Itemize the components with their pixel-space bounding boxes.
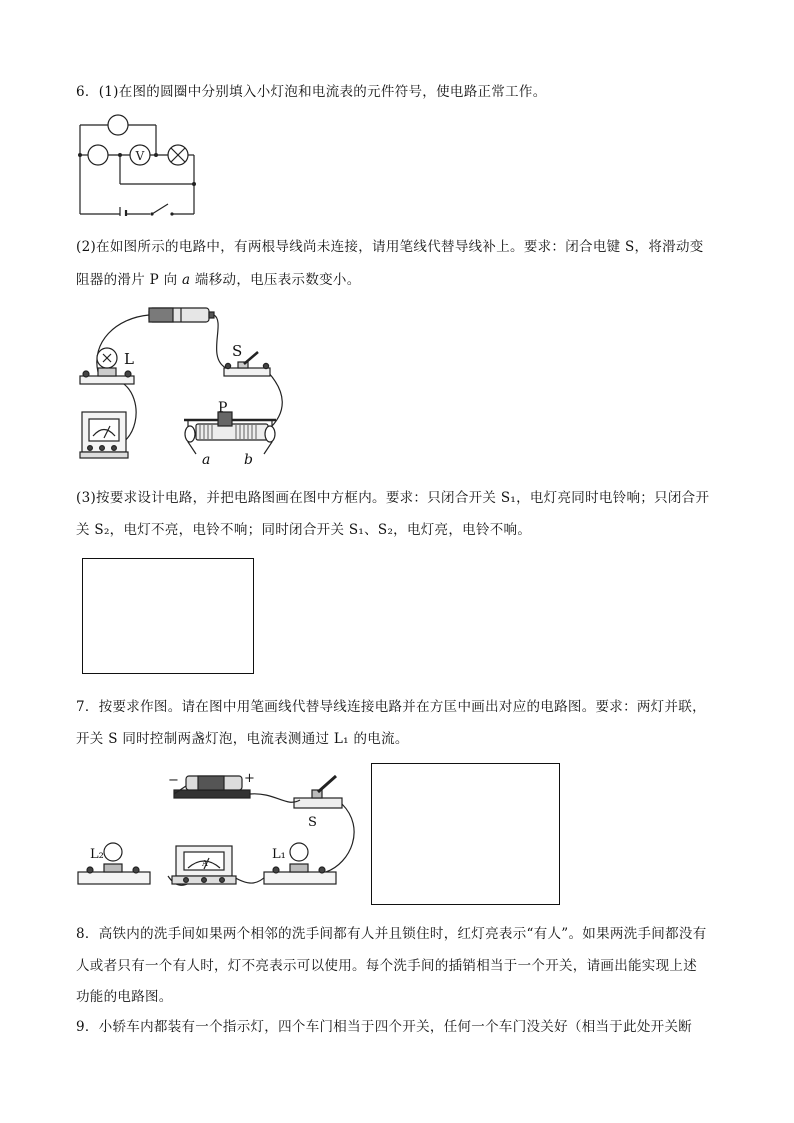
q6-part2-line2 (76, 270, 361, 290)
q7-line2: 开关 S 同时控制两盏灯泡，电流表测通过 L₁ 的电流。 (76, 731, 409, 747)
q6-part2-var-a: a (181, 272, 191, 288)
end-label-b: b (244, 452, 253, 466)
q7-line1: 7．按要求作图。请在图中用笔画线代替导线连接电路并在方匡中画出对应的电路图。要求：两灯并联， (76, 699, 706, 715)
slider-label-P: P (218, 400, 228, 416)
q8-line3: 功能的电路图。 (76, 989, 173, 1005)
figure-physical-circuit-2 (76, 302, 286, 466)
ammeter-label: A (202, 859, 208, 868)
q6-part2-line2-a: 阻器的滑片 P 向 (76, 272, 182, 288)
battery-plus-label: + (244, 771, 255, 786)
q6-part1-text: 6．(1)在图的圆圈中分别填入小灯泡和电流表的元件符号，使电路正常工作。 (76, 84, 547, 100)
lamp-label-L2: L₂ (90, 847, 104, 862)
answer-box-q6-3[interactable] (82, 558, 254, 674)
lamp-label-L: L (124, 350, 134, 368)
q6-part2-line2-b: 端移动，电压表示数变小。 (190, 272, 361, 288)
switch-label-S: S (308, 815, 317, 830)
switch-label-S: S (232, 342, 243, 360)
figure-circuit-1 (76, 112, 206, 216)
lamp-label-L1: L₁ (272, 847, 286, 862)
figure-physical-circuit-7 (76, 768, 356, 896)
q9-line1: 9．小轿车内都装有一个指示灯，四个车门相当于四个开关，任何一个车门没关好（相当于此处开关断 (76, 1019, 693, 1035)
battery-minus-label: − (168, 773, 179, 788)
q8-line1: 8．高铁内的洗手间如果两个相邻的洗手间都有人并且锁住时，红灯亮表示“有人”。如果两洗手间都没有 (76, 926, 707, 942)
end-label-a: a (202, 452, 211, 466)
voltmeter-label: V (135, 149, 145, 163)
q6-part2-line1: (2)在如图所示的电路中，有两根导线尚未连接，请用笔线代替导线补上。要求：闭合电键 S，将滑动变 (76, 239, 704, 255)
q8-line2: 人或者只有一个有人时，灯不亮表示可以使用。每个洗手间的插销相当于一个开关，请画出能实现上述 (76, 958, 697, 974)
q6-part3-line2: 关 S₂，电灯不亮，电铃不响；同时闭合开关 S₁、S₂，电灯亮，电铃不响。 (76, 522, 532, 538)
answer-box-q7[interactable] (371, 763, 560, 905)
q6-part3-line1: (3)按要求设计电路，并把电路图画在图中方框内。要求：只闭合开关 S₁，电灯亮同时电铃响；只闭合开 (76, 490, 710, 506)
